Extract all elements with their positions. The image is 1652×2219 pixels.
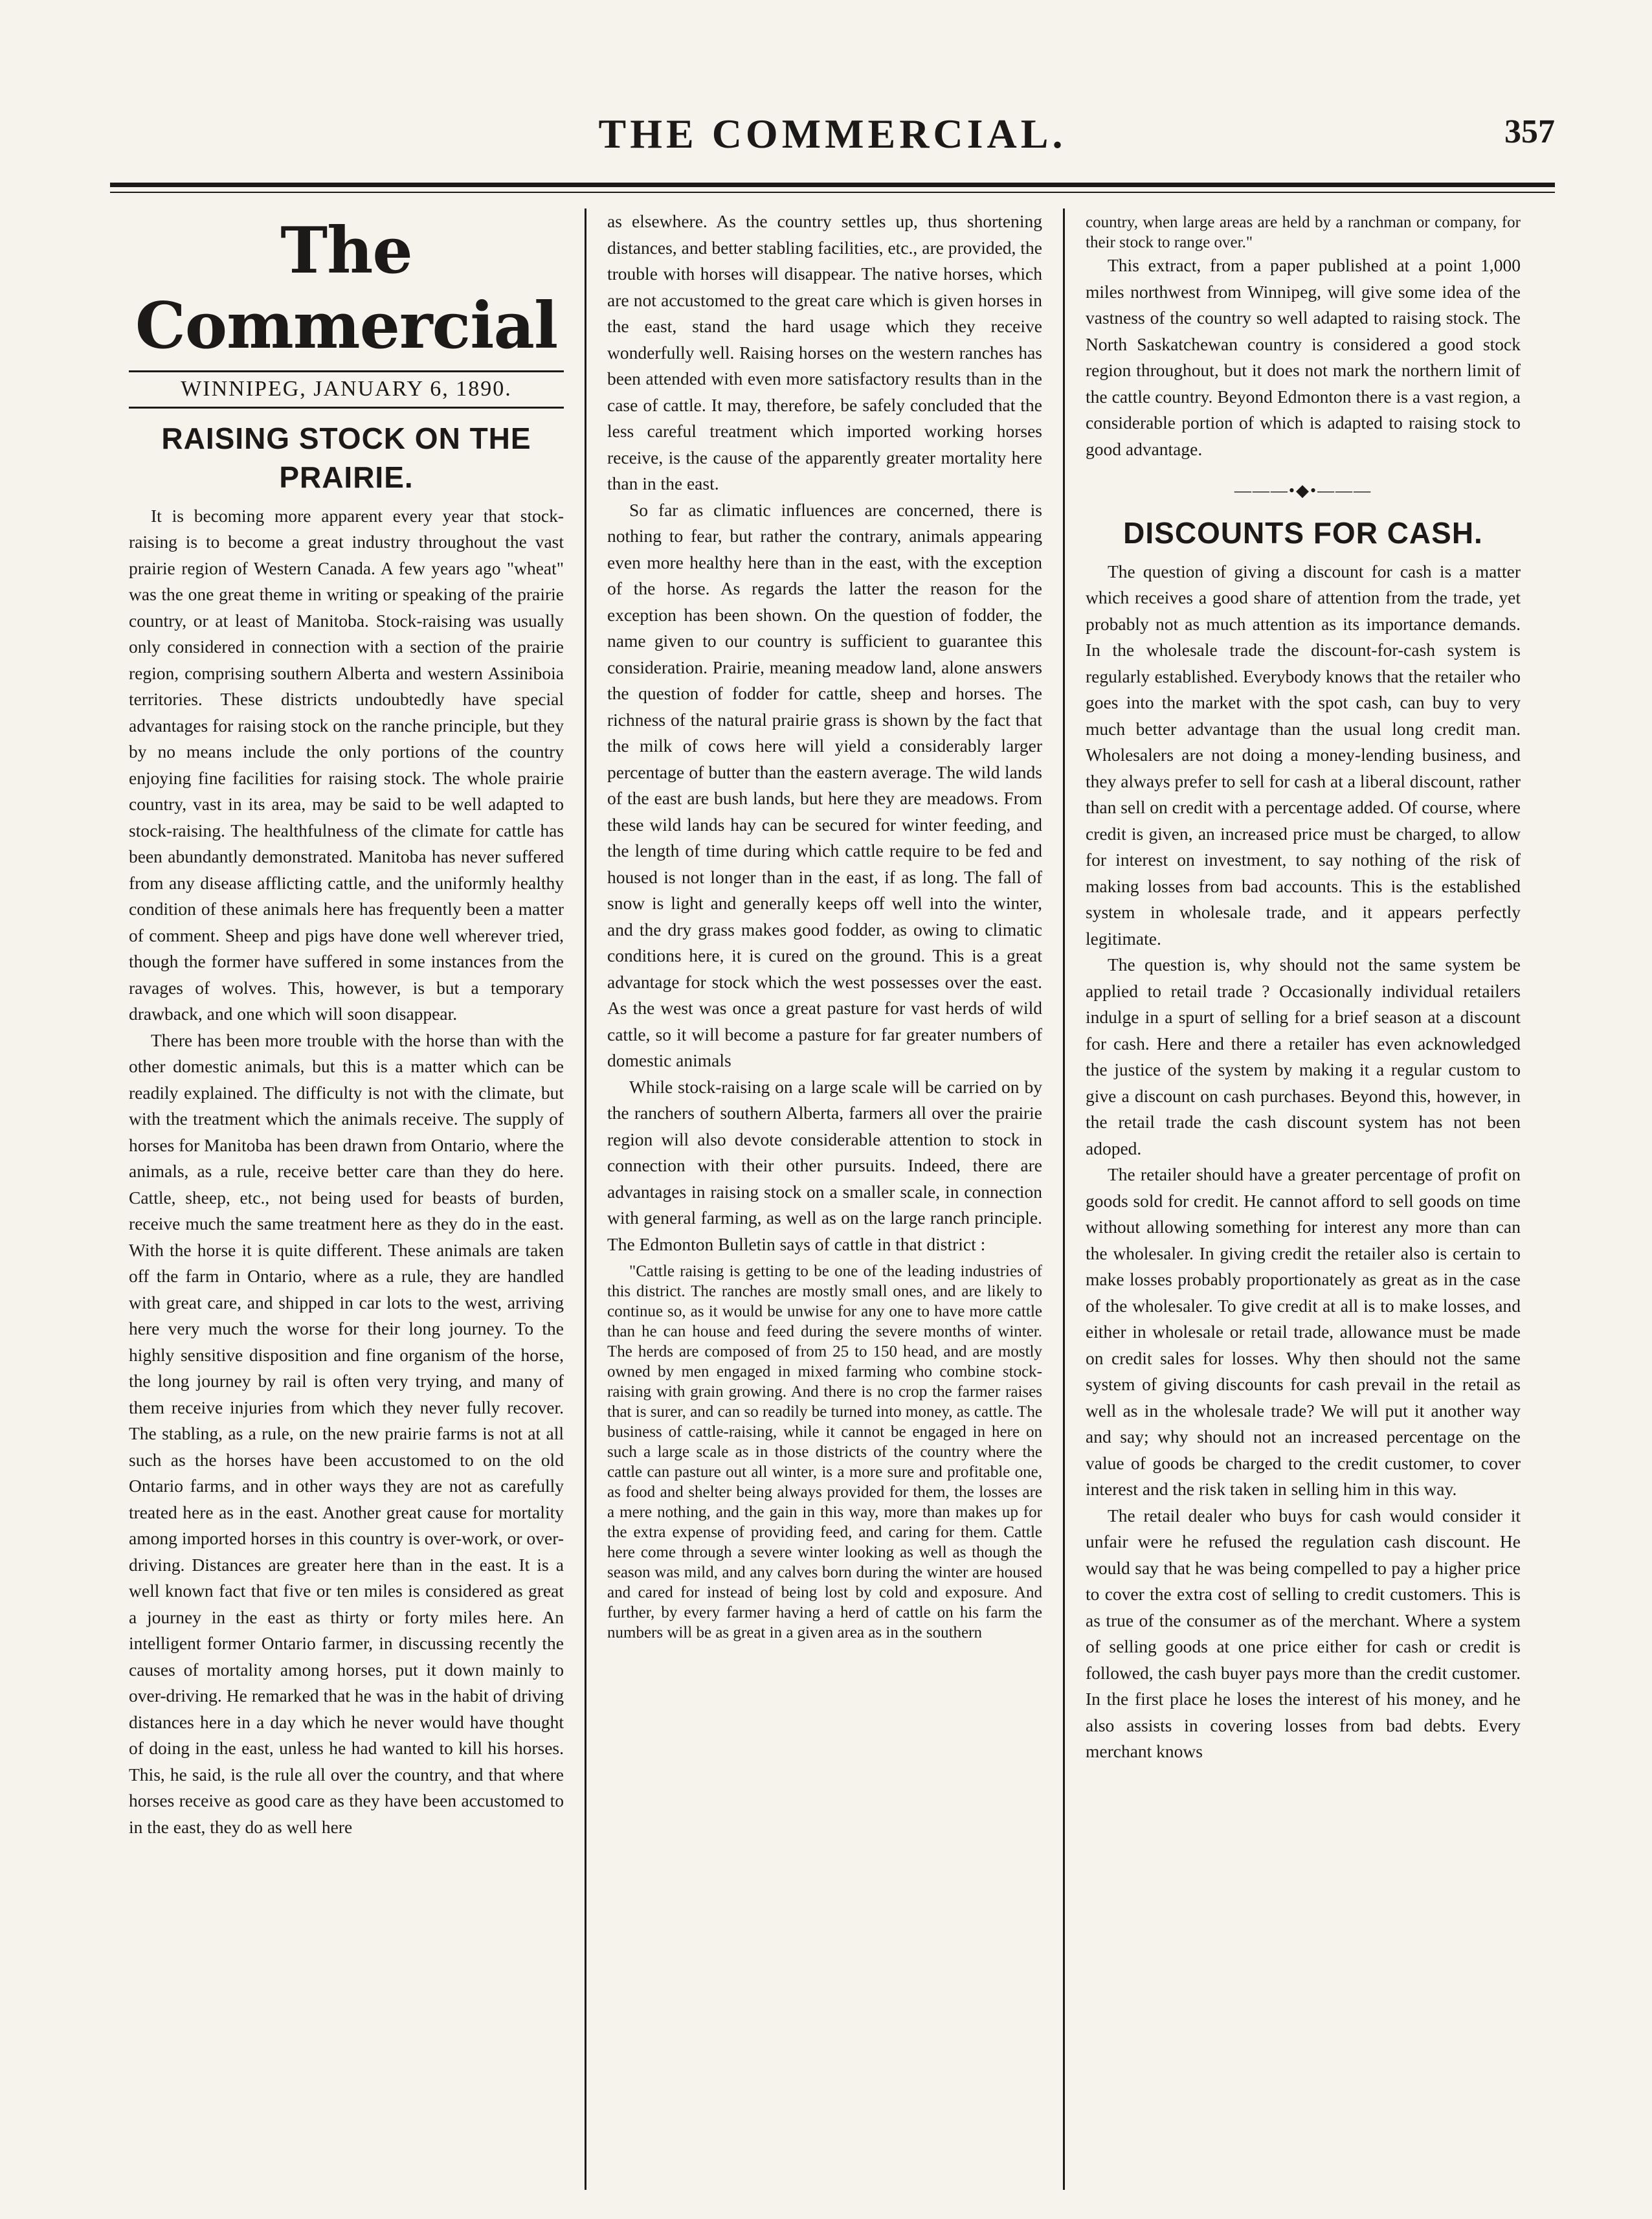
article-headline: RAISING STOCK ON THE PRAIRIE. <box>161 421 531 494</box>
masthead-rule <box>129 370 564 372</box>
article-paragraph: This extract, from a paper published at a point 1,000 miles northwest from Winnipeg, will give some idea of the vastness of the country so well adapted to raising stock. The North Saskatchewan country is considered a good stock region throughout, but it does not mark the northern limit of the cattle country. Beyond Edmonton there is a vast region, a considerable portion of which is adapted to raising stock to good advantage. <box>1086 255 1521 459</box>
quoted-paragraph: country, when large areas are held by a ranchman or company, for their stock to range over." <box>1086 214 1521 251</box>
article-paragraph: The question of giving a discount for cash is a matter which receives a good share of attention from the trade, yet probably not as much attention as its importance demands. In the wholesale trade the discount-for-cash system is regularly established. Everybody knows that the retailer who goes into the market with the spot cash, can buy to very much better advantage than the usual long credit man. Wholesalers are not doing a money-lending business, and they always prefer to sell for cash at a liberal discount, rather than sell on credit with a percentage added. Of course, where credit is given, an increased price must be charged, to allow for interest on investment, to say nothing of the risk of making losses from bad accounts. This is the established system in wholesale trade, and it appears perfectly legitimate. <box>1086 561 1521 949</box>
running-title: THE COMMERCIAL. <box>598 111 1067 157</box>
column-3 <box>1077 208 1530 2190</box>
header-rule-thin <box>110 192 1555 193</box>
article-paragraph: It is becoming more apparent every year that stock-raising is to become a great industry throughout the vast prairie region of Western Canada. A few years ago "wheat" was the one great theme in writing or speaking of the prairie country, or at least of Manitoba. Stock-raising was usually only considered in connection with a section of the prairie region, comprising southern Alberta and western Assiniboia territories. These districts undoubtedly have special advantages for raising stock on the ranche principle, but they by no means include the only portions of the country enjoying fine facilities for raising stock. The whole prairie country, vast in its area, may be said to be well adapted to stock-raising. The healthfulness of the climate for cattle has been abundantly demonstrated. Manitoba has never suffered from any disease afflicting cattle, and the uniformly healthy condition of these animals here has frequently been a matter of comment. Sheep and pigs have done well wherever tried, though the former have suffered in some instances from the ravages of wolves. This, however, is but a temporary drawback, and one which will soon disappear. <box>129 505 564 1024</box>
header-rule <box>110 183 1555 187</box>
column-2 <box>598 208 1051 2190</box>
article-paragraph: The retail dealer who buys for cash would consider it unfair were he refused the regulation cash discount. He would say that he was being compelled to pay a higher price to cover the extra cost of selling to credit customers. This is as true of the consumer as of the merchant. Where a system of selling goods at one price either for cash or credit is followed, the cash buyer pays more than the credit customer. In the first place he loses the interest of his money, and he also assists in covering losses from bad debts. Every merchant knows <box>1086 1505 1521 1761</box>
dateline: WINNIPEG, JANUARY 6, 1890. <box>181 377 512 401</box>
columns <box>120 208 1561 2190</box>
article-paragraph: as elsewhere. As the country settles up, thus shortening distances, and better stabling facilities, etc., are provided, the trouble with horses will disappear. The native horses, which are not accustomed to the great care which is given horses in the east, stand the hard usage which they receive wonderfully well. Raising horses on the western ranches has been attended with even more satisfactory results than in the case of cattle. It may, therefore, be safely concluded that the less careful treatment which imported working horses receive, is the cause of the apparently greater mortality here than in the east. <box>607 211 1042 493</box>
article-headline: DISCOUNTS FOR CASH. <box>1123 515 1483 550</box>
dateline-rule <box>129 407 564 409</box>
quoted-paragraph: "Cattle raising is getting to be one of the leading industries of this district. The ranches are mostly small ones, and are likely to continue so, as it would be unwise for any one to have more cattle than he can house and feed during the severe months of winter. The herds are composed of from 25 to 150 head, and are mostly owned by men engaged in mixed farming who combine stock-raising with grain growing. And there is no crop the farmer raises that is surer, and can so readily be turned into money, as cattle. The business of cattle-raising, while it cannot be engaged in here on such a large scale as in those districts of the country where the cattle can pasture out all winter, is a more sure and profitable one, as food and shelter being always provided for them, the losses are a mere nothing, and the gain in this way, more than makes up for the extra expense of providing feed, and caring for them. Cattle here come through a severe winter looking as well as though the season was mild, and any calves born during the winter are housed and cared for instead of being lost by cold and exposure. And further, by every farmer having a herd of cattle on his farm the numbers will be as great in a given area as in the southern <box>607 1263 1042 1641</box>
column-1 <box>120 208 573 2190</box>
column-divider <box>1063 208 1065 2190</box>
section-ornament: ———•◆•——— <box>1234 481 1372 500</box>
article-paragraph: So far as climatic influences are concerned, there is nothing to fear, but rather the contrary, animals appearing even more healthy here than in the east, with the exception of the horse. As regards the latter the reason for the exception has been shown. On the question of fodder, the name given to our country is sufficient to guarantee this consideration. Prairie, meaning meadow land, alone answers the question of fodder for cattle, sheep and horses. The richness of the natural prairie grass is shown by the fact that the milk of cows here will yield a considerably larger percentage of butter than the eastern average. The wild lands of the east are bush lands, but here they are meadows. From these wild lands hay can be secured for winter feeding, and the length of time during which cattle require to be fed and housed is not longer than in the east, if as long. The fall of snow is light and generally keeps off well into the winter, and the dry grass makes good fodder, as owing to climatic conditions here, it is cured on the ground. This is a great advantage for stock which the west possesses over the east. As the west was once a great pasture for vast herds of wild cattle, so it will become a pasture for far greater numbers of domestic animals <box>607 499 1042 1070</box>
article-paragraph: There has been more trouble with the horse than with the other domestic animals, but this is a matter which can be readily explained. The difficulty is not with the climate, but with the treatment which the animals receive. The supply of horses for Manitoba has been drawn from Ontario, where the animals, as a rule, receive better care than they do here. Cattle, sheep, etc., not being used for beasts of burden, receive much the same treatment here as they do in the east. With the horse it is quite different. These animals are taken off the farm in Ontario, where as a rule, they are handled with great care, and shipped in car lots to the west, arriving here very much the worse for their long journey. To the highly sensitive disposition and fine organism of the horse, the long journey by rail is often very trying, and many of them receive injuries from which they never fully recover. The stabling, as a rule, on the new prairie farms is not at all such as the horses have been accustomed to on the old Ontario farms, and in other ways they are not as carefully treated here as in the east. Another great cause for mortality among imported horses in this country is over-work, or over-driving. Distances are greater here than in the east. It is a well known fact that five or ten miles is considered as great a journey in the east as thirty or forty miles here. An intelligent former Ontario farmer, in discussing recently the causes of mortality among horses, put it down mainly to over-driving. He remarked that he was in the habit of driving distances here in a day which he never would have thought of doing in the east, unless he had wanted to kill his horses. This, he said, is the rule all over the country, and that where horses receive as good care as they have been accustomed to in the east, they do as well here <box>129 1030 564 1837</box>
running-head <box>110 110 1555 162</box>
article-paragraph: The retailer should have a greater percentage of profit on goods sold for credit. He cannot afford to sell goods on time without allowing something for interest any more than can the wholesaler. In giving credit the retailer also is certain to make losses probably proportionately as great as in the case of the wholesaler. To give credit at all is to make losses, and either in wholesale or retail trade, allowance must be made on credit sales for losses. Why then should not the same system of giving discounts for cash prevail in the retail as well as in the wholesale trade? We will put it another way and say; why should not an increased percentage on the value of goods be charged to the credit customer, to cover interest and the risk taken in selling him in this way. <box>1086 1164 1521 1499</box>
article-paragraph: The question is, why should not the same system be applied to retail trade ? Occasionally individual retailers indulge in a spurt of selling for a brief season at a discount for cash. Here and there a retailer has even acknowledged the justice of the system by making it a regular custom to give a discount on cash purchases. Beyond this, however, in the retail trade the cash discount system has not been adoped. <box>1086 954 1521 1158</box>
column-divider <box>585 208 586 2190</box>
masthead-title: The Commercial <box>135 214 558 363</box>
page-number: 357 <box>1504 113 1555 150</box>
article-paragraph: While stock-raising on a large scale will be carried on by the ranchers of southern Alberta, farmers all over the prairie region will also devote considerable attention to stock in connection with their other pursuits. Indeed, there are advantages in raising stock on a smaller scale, in connection with general farming, as well as on the large ranch principle. The Edmonton Bulletin says of cattle in that district : <box>607 1076 1042 1254</box>
